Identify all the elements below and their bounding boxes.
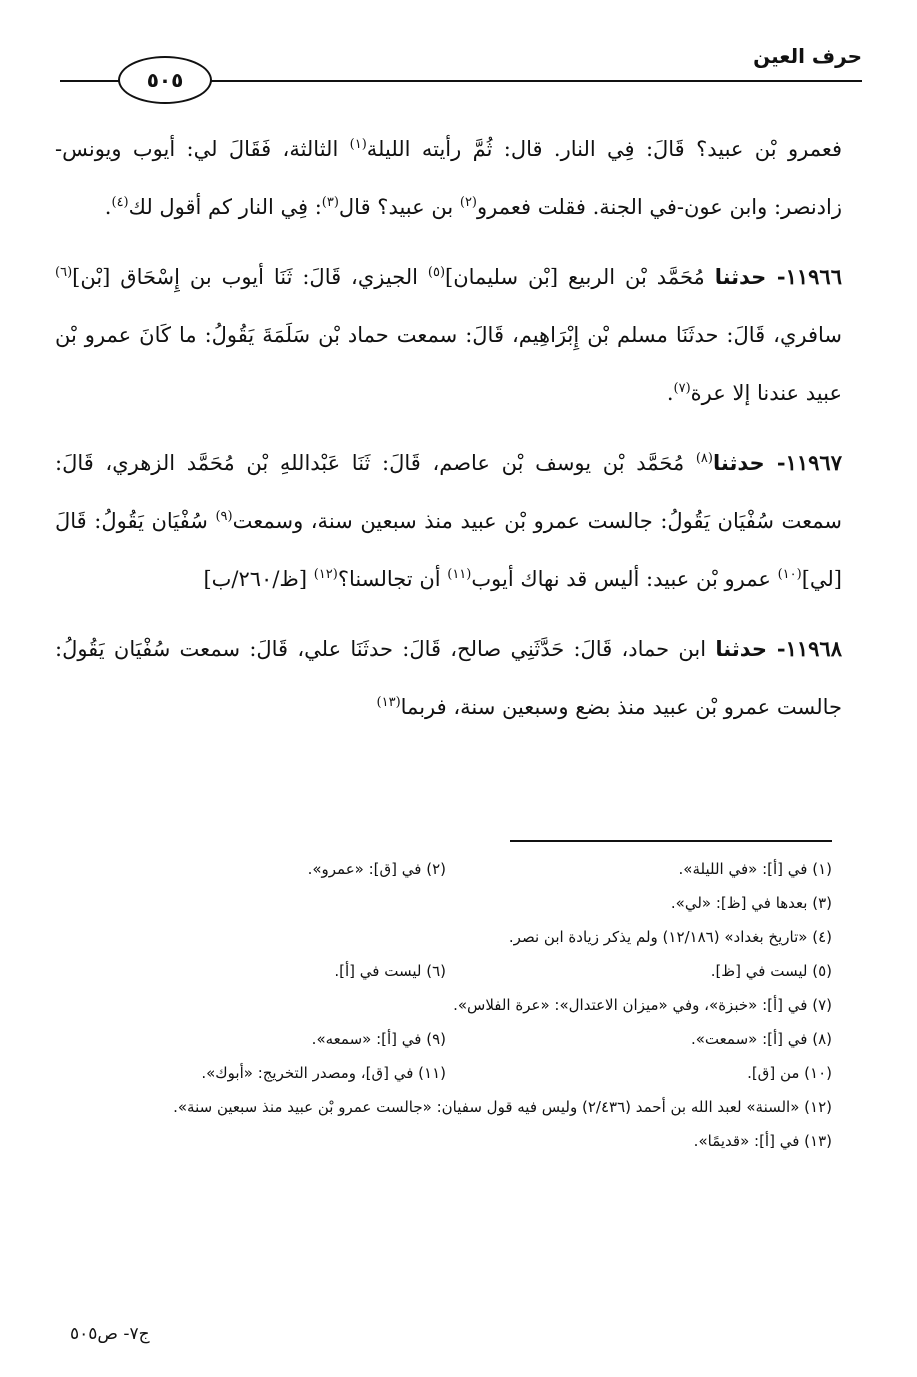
- footnote-marker: (١٠): [777, 567, 802, 582]
- footnote-marker: (٢): [459, 195, 477, 210]
- text-run: سُفْيَان يَقُولُ: قَالَ [لي]: [55, 509, 842, 591]
- footnote-row: [60, 920, 832, 954]
- footnote-marker: (٧): [673, 381, 691, 396]
- page-number-badge: ٥٠٥: [118, 56, 212, 104]
- footnote-row: [60, 886, 832, 920]
- text-run: عمرو بْن عبيد: أليس قد نهاك أيوب: [471, 567, 778, 591]
- footnote-row: [60, 1124, 832, 1158]
- isnad-lead: حدثنا: [712, 451, 765, 475]
- footnote: (٦) ليست في [أ].: [334, 962, 446, 980]
- footnote: (١٢) «السنة» لعبد الله بن أحمد (٢/٤٣٦) وليس فيه قول سفيان: «جالست عمرو بْن عبيد منذ سبعين سنة».: [173, 1098, 832, 1116]
- text-run: [ظ/٢٦٠/ب]: [203, 567, 314, 591]
- hadith-paragraph: [55, 620, 842, 736]
- footnote-row: [60, 1090, 832, 1124]
- footnote-row: [60, 988, 832, 1022]
- footnote: (٨) في [أ]: «سمعت».: [690, 1030, 832, 1048]
- hadith-paragraph: [55, 248, 842, 422]
- text-run: فعمرو بْن عبيد؟ قَالَ: فِي النار. قال: ثُمَّ رأيته الليلة: [366, 137, 843, 161]
- text-run: مُحَمَّد بْن الربيع [بْن سليمان]: [445, 265, 715, 289]
- footnote: (٥) ليست في [ظ].: [710, 962, 832, 980]
- footnote-row: [60, 954, 832, 988]
- footnote-marker: (١): [349, 137, 367, 152]
- hadith-paragraph: [55, 434, 842, 608]
- text-run: مُحَمَّد بْن يوسف بْن عاصم، قَالَ: ثَنَا عَبْداللهِ بْن مُحَمَّد الزهري، قَالَ: سمعت سُفْيَان يَقُولُ: جالست عمرو بْن عبيد منذ سبعين سنة، وسمعت: [55, 451, 842, 533]
- isnad-lead: حدثنا: [715, 637, 767, 661]
- footnote-marker: (٩): [215, 509, 233, 524]
- chapter-title: حرف العين: [753, 44, 862, 68]
- footnote-row: [60, 1022, 832, 1056]
- footnote: (١٣) في [أ]: «قديمًا».: [693, 1132, 832, 1150]
- hadith-number: ١١٩٦٦-: [766, 264, 842, 289]
- hadith-number: ١١٩٦٨-: [766, 636, 842, 661]
- footnote: (٩) في [أ]: «سمعه».: [311, 1030, 446, 1048]
- text-run: .: [104, 195, 112, 219]
- footnote: (١١) في [ق]، ومصدر التخريج: «أبوك».: [201, 1064, 446, 1082]
- footnote-row: [60, 1056, 832, 1090]
- footnote: (٤) «تاريخ بغداد» (١٢/١٨٦) ولم يذكر زيادة ابن نصر.: [508, 928, 832, 946]
- footnote-marker: (١٣): [376, 695, 401, 710]
- text-run: أن تجالسنا؟: [337, 567, 448, 591]
- isnad-lead: حدثنا: [714, 265, 767, 289]
- footnote-row: [60, 852, 832, 886]
- text-run: : فِي النار كم أقول لك: [128, 195, 322, 219]
- page-footer: ج٧- ص٥٠٥: [70, 1324, 150, 1344]
- hadith-number: ١١٩٦٧-: [764, 450, 842, 475]
- footnote-marker: (٤): [111, 195, 129, 210]
- text-run: الثالثة، فَقَالَ لي: أيوب ويونس-زادنصر: وابن عون-في الجنة. فقلت فعمرو: [55, 137, 842, 219]
- footnotes: [60, 852, 832, 1158]
- text-run: بن عبيد؟ قال: [338, 195, 460, 219]
- text-run: ابن حماد، قَالَ: حَدَّثَنِي صالح، قَالَ: حدثَنَا علي، قَالَ: سمعت سُفْيَان يَقُولُ: جالست عمرو بْن عبيد منذ بضع وسبعين سنة، فربما: [55, 637, 842, 719]
- footnote-marker: (٨): [695, 451, 713, 466]
- footnote-marker: (٣): [321, 195, 339, 210]
- hadith-paragraph: [55, 120, 842, 236]
- page-header: [60, 38, 862, 108]
- text-run: الجيزي، قَالَ: ثَنَا أيوب بن إِسْحَاق [بْن]: [72, 265, 428, 289]
- footnote-marker: (١٢): [313, 567, 338, 582]
- footnote-marker: (١١): [447, 567, 472, 582]
- footnote: (١) في [أ]: «في الليلة».: [678, 860, 832, 878]
- footnote: (٢) في [ق]: «عمرو».: [307, 860, 446, 878]
- footnote: (١٠) من [ق].: [747, 1064, 832, 1082]
- footnote-divider: [510, 840, 832, 842]
- text-run: سافري، قَالَ: حدثَنَا مسلم بْن إِبْرَاهِيم، قَالَ: سمعت حماد بْن سَلَمَةَ يَقُولُ: ما كَانَ عمرو بْن عبيد عندنا إلا عرة: [55, 323, 842, 405]
- footnote-marker: (٥): [427, 265, 446, 280]
- main-text: [55, 120, 842, 748]
- footnote: (٧) في [أ]: «خبزة»، وفي «ميزان الاعتدال»: «عرة الفلاس».: [453, 996, 832, 1014]
- text-run: .: [666, 381, 674, 405]
- footnote: (٣) بعدها في [ظ]: «لي».: [670, 894, 832, 912]
- footnote-marker: (٦): [55, 265, 73, 280]
